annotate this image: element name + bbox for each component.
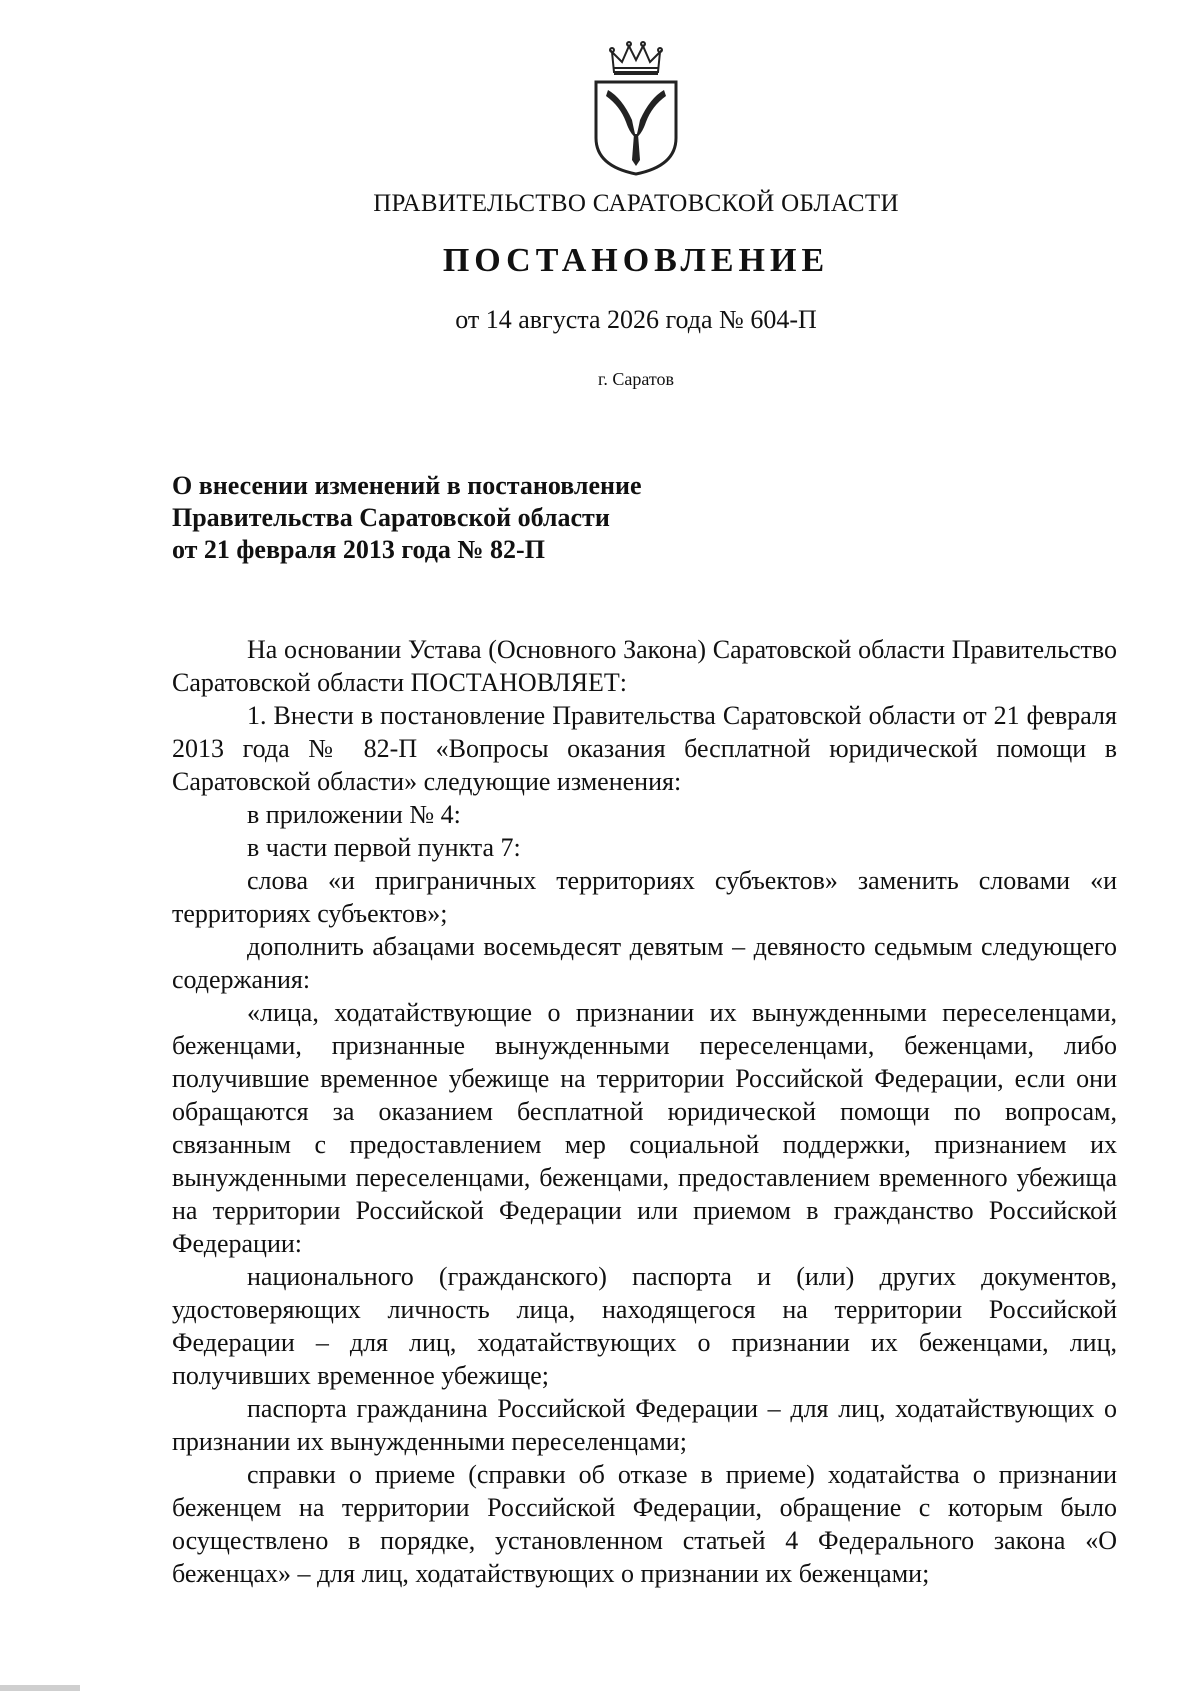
body-paragraph: в части первой пункта 7: <box>247 833 521 862</box>
body-paragraph: дополнить абзацами восемьдесят девятым – девяносто седьмым следующего содержания: <box>172 932 1117 994</box>
body-paragraph: «лица, ходатайствующие о признании их вынужденными переселенцами, беженцами, признанные вынужденными переселенцами, беженцами, либо получившие временное убежище на территории Российской Федерации, если они обращаются за оказанием бесплатной юридической помощи по вопросам, связанным с предоставлением мер социальной поддержки, признанием их вынужденными переселенцами, беженцами, предоставлением временного убежища на территории Российской Федерации или приемом в гражданство Российской Федерации: <box>172 998 1117 1258</box>
organization-title: ПРАВИТЕЛЬСТВО САРАТОВСКОЙ ОБЛАСТИ <box>373 190 899 217</box>
body-paragraph: На основании Устава (Основного Закона) Саратовской области Правительство Саратовской области ПОСТАНОВЛЯЕТ: <box>172 635 1117 697</box>
subject-line: Правительства Саратовской области <box>172 503 610 532</box>
body-paragraph: национального (гражданского) паспорта и (или) других документов, удостоверяющих личность лица, находящегося на территории Российской Федерации – для лиц, ходатайствующих о признании их беженцами, лиц, получивших временное убежище; <box>172 1262 1117 1390</box>
body-paragraph: слова «и приграничных территориях субъектов» заменить словами «и территориях субъектов»; <box>172 866 1117 928</box>
coat-of-arms-icon <box>592 38 680 176</box>
document-body <box>172 633 1117 1590</box>
document-city: г. Саратов <box>598 369 674 389</box>
body-paragraph: в приложении № 4: <box>247 800 461 829</box>
body-paragraph: 1. Внести в постановление Правительства Саратовской области от 21 февраля 2013 года № 82-П «Вопросы оказания бесплатной юридической помощи в Саратовской области» следующие изменения: <box>172 701 1117 796</box>
subject-line: О внесении изменений в постановление <box>172 471 642 500</box>
document-date-number: от 14 августа 2026 года № 604-П <box>455 305 817 334</box>
body-paragraph: справки о приеме (справки об отказе в приеме) ходатайства о признании беженцем на территории Российской Федерации, обращение с которым было осуществлено в порядке, установленном статьей 4 Федерального закона «О беженцах» – для лиц, ходатайствующих о признании их беженцами; <box>172 1460 1117 1588</box>
subject-line: от 21 февраля 2013 года № 82-П <box>172 535 545 564</box>
document-type: ПОСТАНОВЛЕНИЕ <box>442 242 830 279</box>
body-paragraph: паспорта гражданина Российской Федерации – для лиц, ходатайствующих о признании их вынужденными переселенцами; <box>172 1394 1117 1456</box>
document-subject <box>172 470 642 566</box>
scan-edge-mark <box>0 1685 80 1691</box>
